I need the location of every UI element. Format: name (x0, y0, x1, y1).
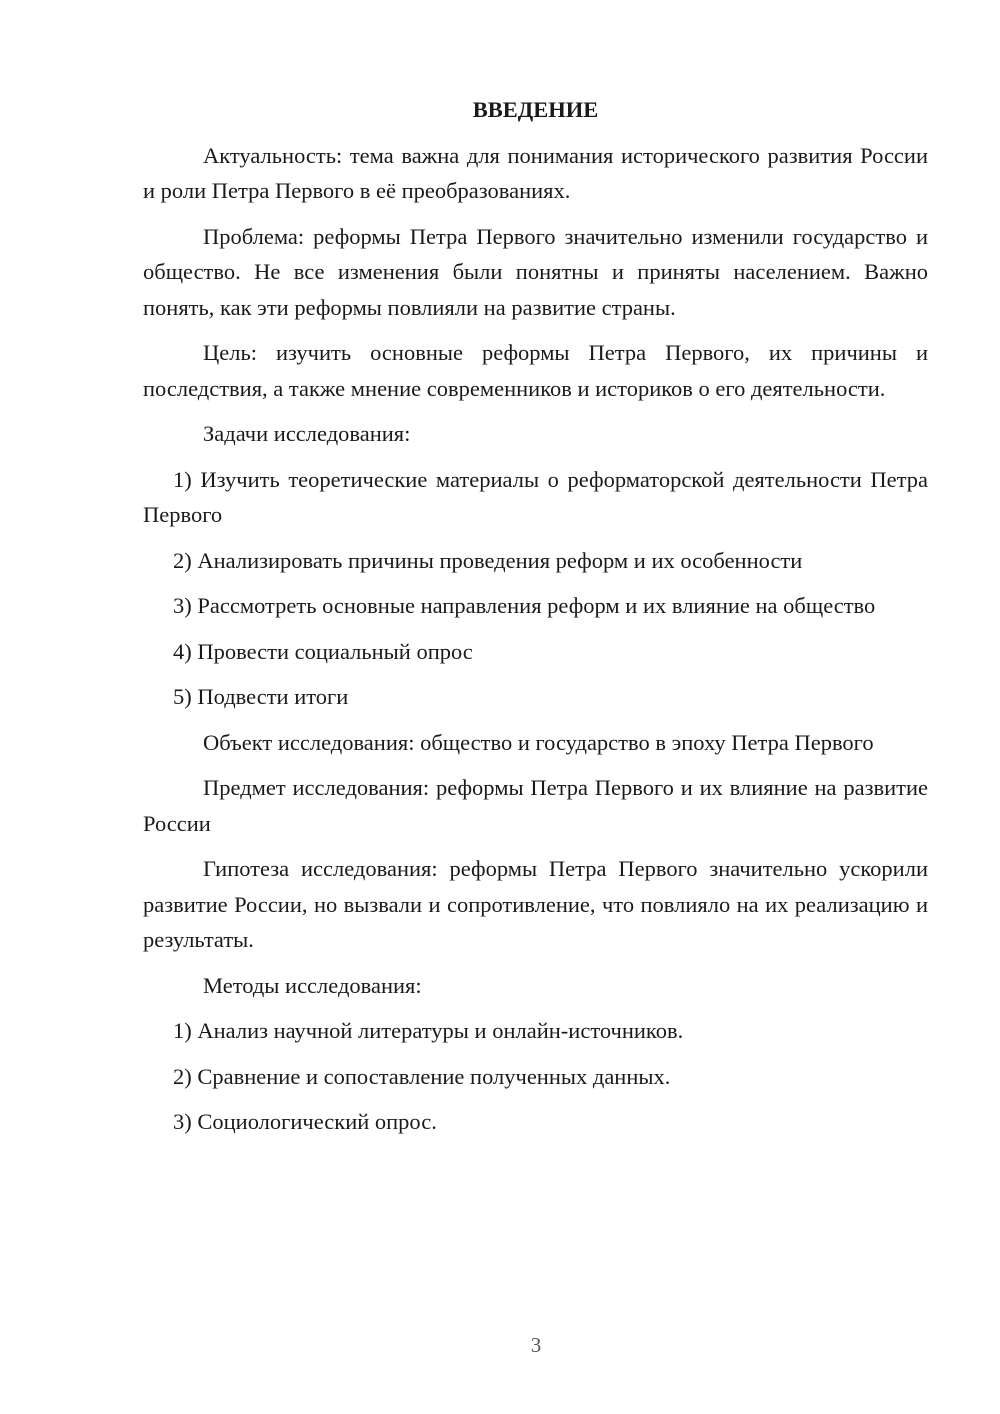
document-body (143, 92, 928, 1150)
method-item-1: 1) Анализ научной литературы и онлайн-источников. (173, 1018, 684, 1043)
relevance-paragraph: Актуальность: тема важна для понимания исторического развития России и роли Петра Первого в её преобразованиях. (143, 142, 928, 203)
subject-paragraph: Предмет исследования: реформы Петра Первого и их влияние на развитие России (143, 775, 928, 836)
document-title: ВВЕДЕНИЕ (472, 97, 599, 122)
hypothesis-paragraph: Гипотеза исследования: реформы Петра Первого значительно ускорили развитие России, но вызвали и сопротивление, что повлияло на их реализацию и результаты. (143, 856, 928, 952)
page-number: 3 (530, 1333, 542, 1357)
problem-paragraph: Проблема: реформы Петра Первого значительно изменили государство и общество. Не все изменения были понятны и приняты населением. Важно понять, как эти реформы повлияли на развитие страны. (143, 223, 928, 320)
task-item-2: 2) Анализировать причины проведения реформ и их особенности (173, 547, 803, 573)
task-item-3: 3) Рассмотреть основные направления реформ и их влияние на общество (173, 593, 876, 618)
task-item-5: 5) Подвести итоги (173, 684, 349, 709)
goal-paragraph: Цель: изучить основные реформы Петра Первого, их причины и последствия, а также мнение современников и историков о его деятельности. (143, 340, 928, 401)
tasks-heading: Задачи исследования: (203, 421, 411, 446)
task-item-4: 4) Провести социальный опрос (173, 638, 473, 664)
task-item-1: 1) Изучить теоретические материалы о реформаторской деятельности Петра Первого (143, 466, 928, 527)
method-item-3: 3) Социологический опрос. (173, 1109, 437, 1134)
methods-heading: Методы исследования: (203, 972, 422, 998)
method-item-2: 2) Сравнение и сопоставление полученных данных. (173, 1063, 671, 1089)
object-paragraph: Объект исследования: общество и государство в эпоху Петра Первого (203, 729, 874, 755)
